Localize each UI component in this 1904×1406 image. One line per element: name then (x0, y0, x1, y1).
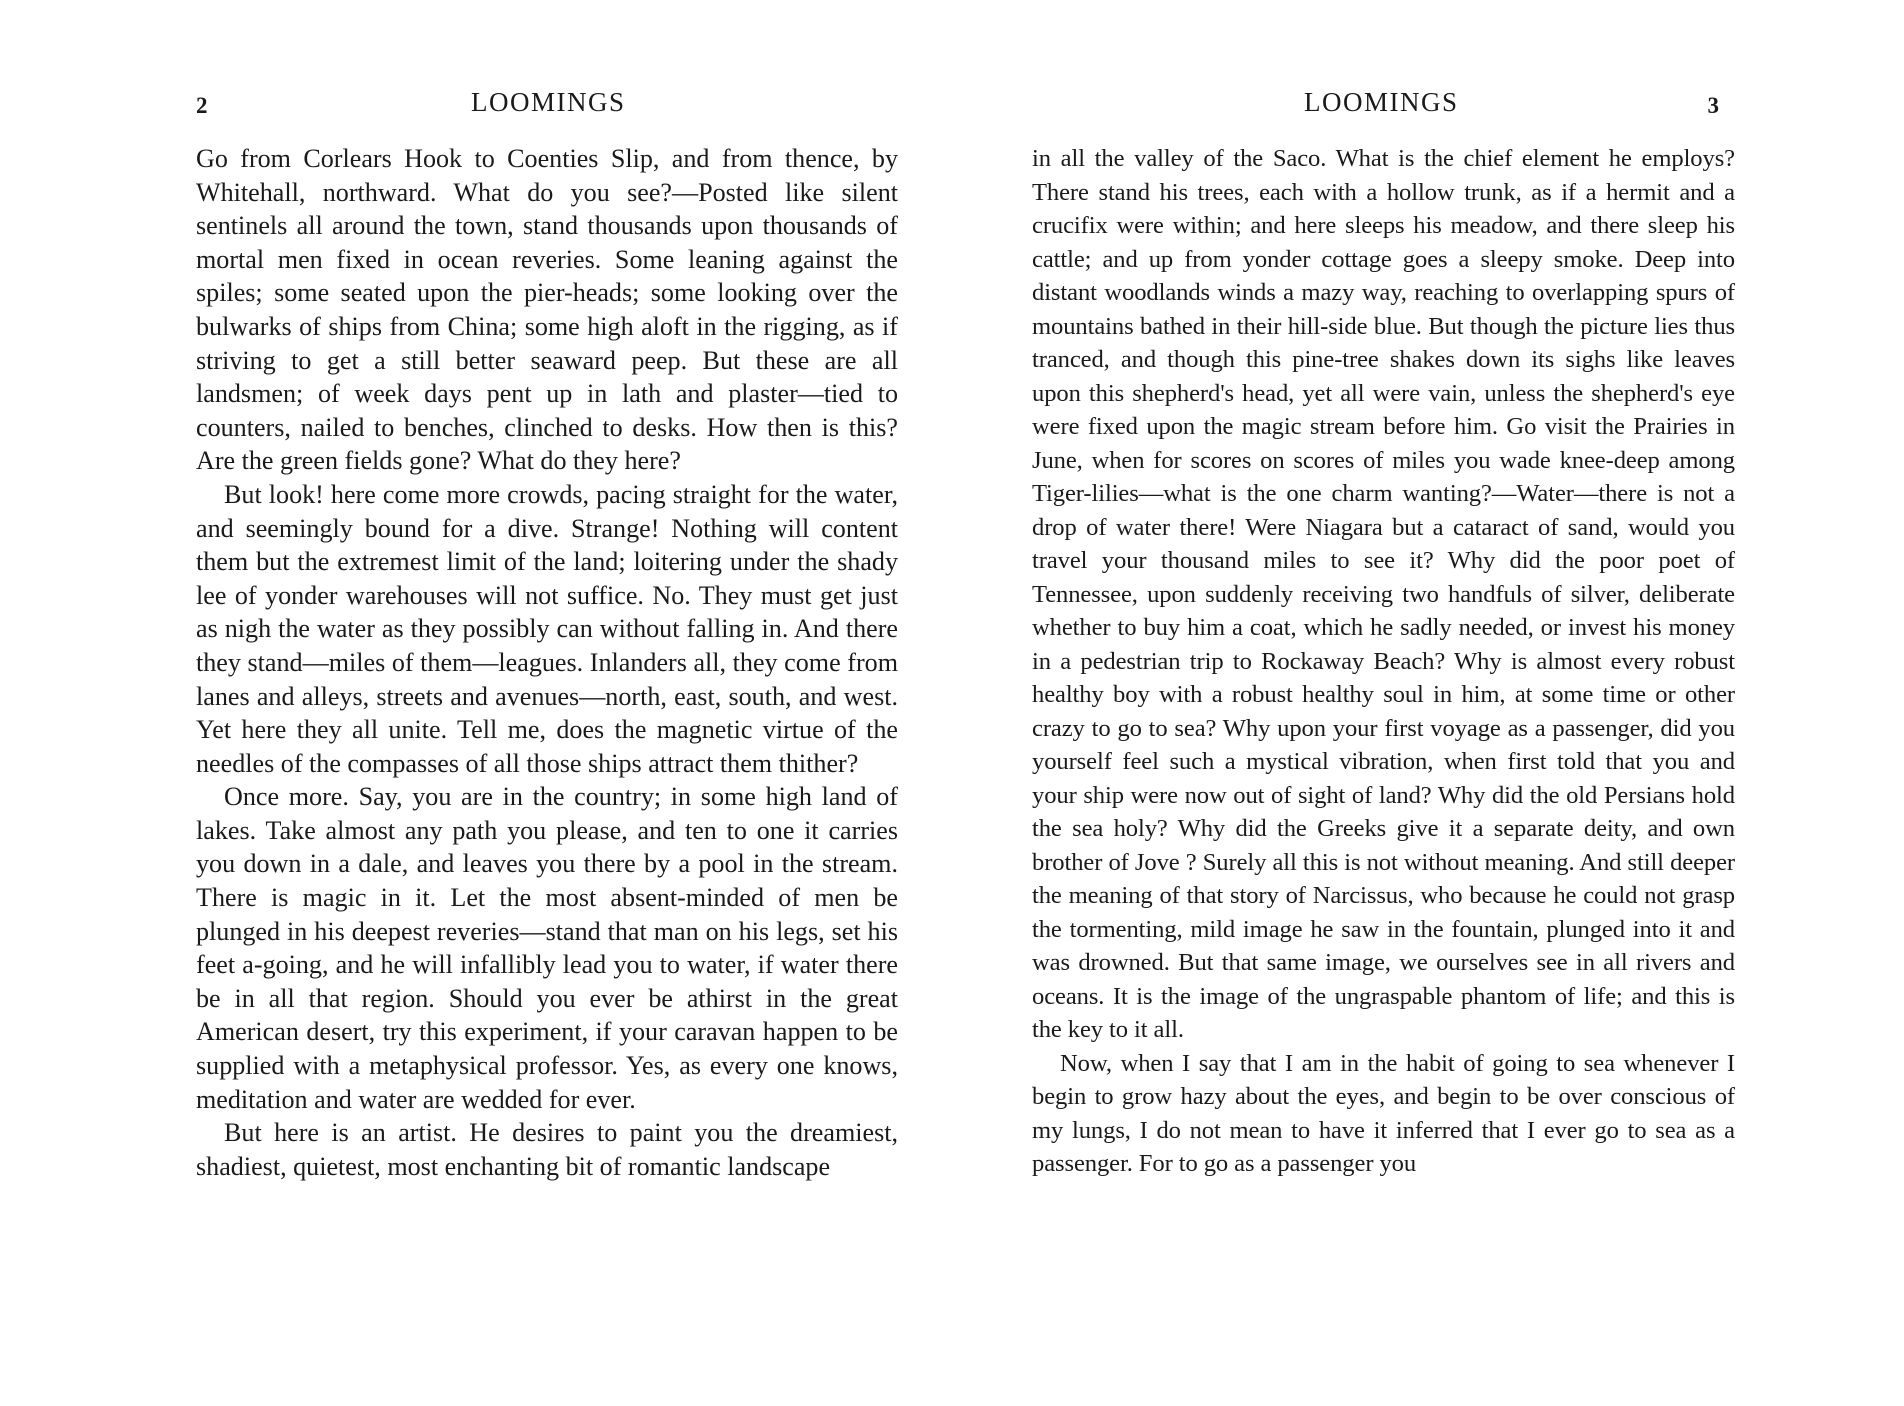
right-body-text (1032, 142, 1735, 1181)
left-running-title: LOOMINGS (471, 87, 626, 117)
left-body-text (196, 142, 898, 1183)
right-running-title: LOOMINGS (1304, 87, 1459, 117)
left-paragraph-4: But here is an artist. He desires to paint you the dreamiest, shadiest, quietest, most enchanting bit of romantic landscape (196, 1118, 898, 1181)
right-running-head (1032, 82, 1735, 122)
right-paragraph-2: Now, when I say that I am in the habit of going to sea whenever I begin to grow hazy about the eyes, and begin to be over conscious of my lungs, I do not mean to have it inferred that I ever go to sea as a passenger. For to go as a passenger you (1032, 1049, 1735, 1177)
left-page-number: 2 (196, 93, 208, 118)
left-paragraph-1: Go from Corlears Hook to Coenties Slip, and from thence, by Whitehall, northward. What do you see?—Posted like silent sentinels all around the town, stand thousands upon thousands of mortal men fixed in ocean reveries. Some leaning against the spiles; some seated upon the pier-heads; some looking over the bulwarks of ships from China; some high aloft in the rigging, as if striving to get a still better seaward peep. But these are all landsmen; of week days pent up in lath and plaster—tied to counters, nailed to benches, clinched to desks. How then is this? Are the green fields gone? What do they here? (196, 144, 898, 476)
left-paragraph-2: But look! here come more crowds, pacing straight for the water, and seemingly bound for a dive. Strange! Nothing will content them but the extremest limit of the land; loitering under the shady lee of yonder warehouses will not suffice. No. They must get just as nigh the water as they possibly can without falling in. And there they stand—miles of them—leagues. Inlanders all, they come from lanes and alleys, streets and avenues—north, east, south, and west. Yet here they all unite. Tell me, does the magnetic virtue of the needles of the compasses of all those ships attract them thither? (196, 479, 898, 778)
right-page-number: 3 (1707, 93, 1719, 118)
left-page (196, 82, 898, 1183)
right-paragraph-1: in all the valley of the Saco. What is the chief element he employs? There stand his trees, each with a hollow trunk, as if a hermit and a crucifix were within; and here sleeps his meadow, and there sleep his cattle; and up from yonder cottage goes a sleepy smoke. Deep into distant woodlands winds a mazy way, reaching to overlapping spurs of mountains bathed in their hill-side blue. But though the picture lies thus tranced, and though this pine-tree shakes down its sighs like leaves upon this shepherd's head, yet all were vain, unless the shepherd's eye were fixed upon the magic stream before him. Go visit the Prairies in June, when for scores on scores of miles you wade knee-deep among Tiger-lilies—what is the one charm wanting?—Water—there is not a drop of water there! Were Niagara but a cataract of sand, would you travel your thousand miles to see it? Why did the poor poet of Tennessee, upon suddenly receiving two handfuls of silver, deliberate whether to buy him a coat, which he sadly needed, or invest his money in a pedestrian trip to Rockaway Beach? Why is almost every robust healthy boy with a robust healthy soul in him, at some time or other crazy to go to sea? Why upon your first voyage as a passenger, did you yourself feel such a mystical vibration, when first told that you and your ship were now out of sight of land? Why did the old Persians hold the sea holy? Why did the Greeks give it a separate deity, and own brother of Jove ? Surely all this is not without meaning. And still deeper the meaning of that story of Narcissus, who because he could not grasp the tormenting, mild image he saw in the fountain, plunged into it and was drowned. But that same image, we ourselves see in all rivers and oceans. It is the image of the ungraspable phantom of life; and this is the key to it all. (1032, 145, 1735, 1043)
left-paragraph-3: Once more. Say, you are in the country; in some high land of lakes. Take almost any path you please, and ten to one it carries you down in a dale, and leaves you there by a pool in the stream. There is magic in it. Let the most absent-minded of men be plunged in his deepest reveries—stand that man on his legs, set his feet a-going, and he will infallibly lead you to water, if water there be in all that region. Should you ever be athirst in the great American desert, try this experiment, if your caravan happen to be supplied with a metaphysical professor. Yes, as every one knows, meditation and water are wedded for ever. (196, 782, 898, 1114)
left-running-head (196, 82, 898, 122)
right-page (1032, 82, 1735, 1181)
